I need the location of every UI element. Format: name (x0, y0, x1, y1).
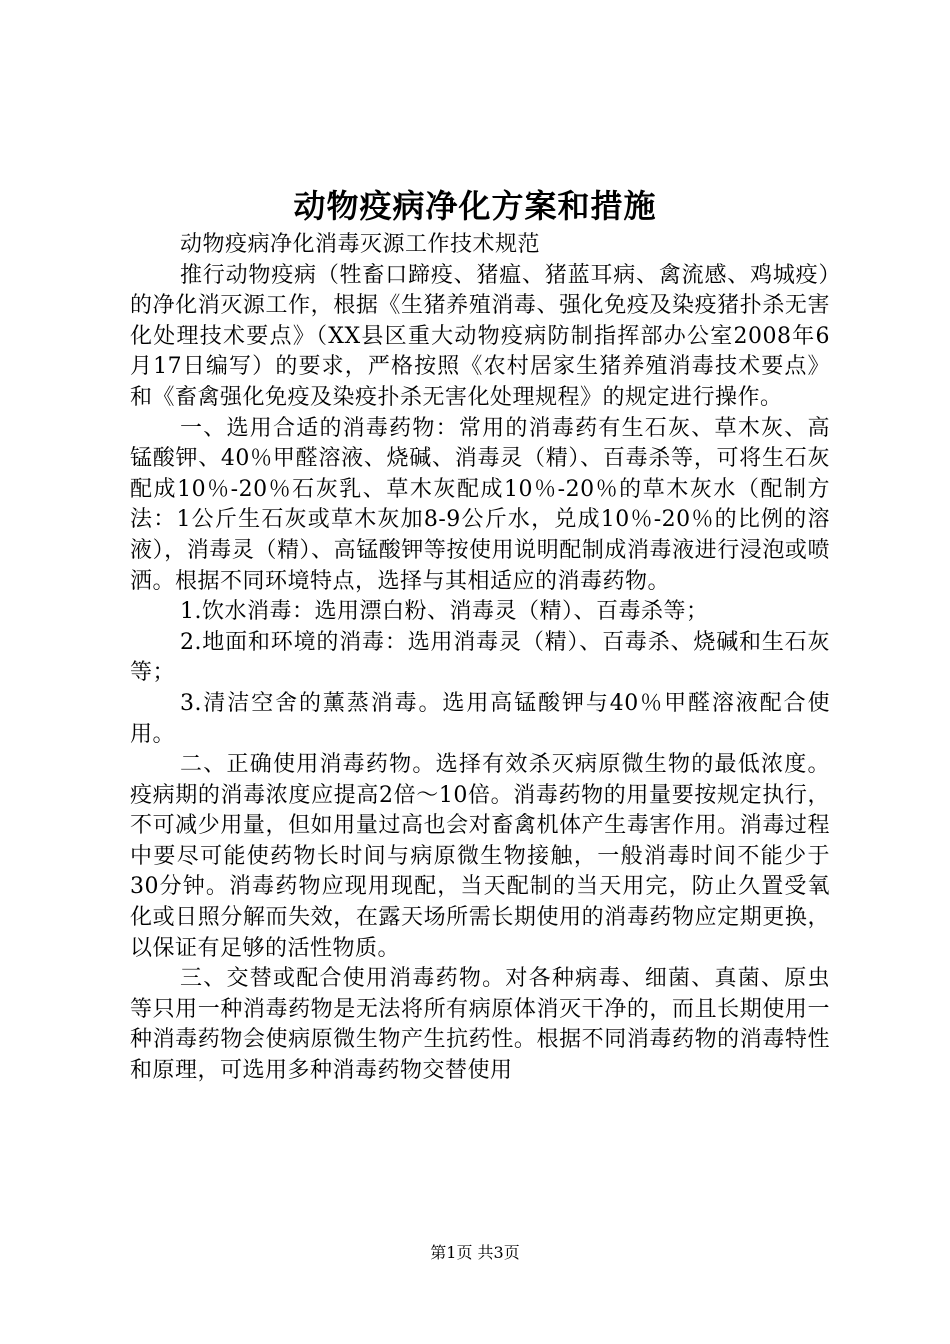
document-body (130, 230, 830, 1087)
document-title: 动物疫病净化方案和措施 (293, 187, 657, 225)
paragraph-item-1: 1.饮水消毒：选用漂白粉、消毒灵（精）、百毒杀等； (180, 599, 709, 625)
paragraph-item-3: 3.清洁空舍的薰蒸消毒。选用高锰酸钾与40％甲醛溶液配合使用。 (130, 690, 830, 747)
section-subtitle: 动物疫病净化消毒灭源工作技术规范 (180, 232, 541, 257)
paragraph-section-3: 三、交替或配合使用消毒药物。对各种病毒、细菌、真菌、原虫等只用一种消毒药物是无法将所有病原体消灭干净的，而且长期使用一种消毒药物会使病原微生物产生抗药性。根据不同消毒药物的消毒特性和原理，可选用多种消毒药物交替使用 (130, 966, 830, 1084)
page-footer: 第1页 共3页 (430, 1243, 520, 1262)
paragraph-section-1: 一、选用合适的消毒药物：常用的消毒药有生石灰、草木灰、高锰酸钾、40％甲醛溶液、烧碱、消毒灵（精）、百毒杀等，可将生石灰配成10％-20％石灰乳、草木灰配成10％-20％的草木灰水（配制方法：1公斤生石灰或草木灰加8-9公斤水，兑成10％-20％的比例的溶液），消毒灵（精）、高锰酸钾等按使用说明配制成消毒液进行浸泡或喷洒。根据不同环境特点，选择与其相适应的消毒药物。 (130, 415, 830, 594)
paragraph-section-2: 二、正确使用消毒药物。选择有效杀灭病原微生物的最低浓度。疫病期的消毒浓度应提高2倍～10倍。消毒药物的用量要按规定执行，不可减少用量，但如用量过高也会对畜禽机体产生毒害作用。消毒过程中要尽可能使药物长时间与病原微生物接触，一般消毒时间不能少于30分钟。消毒药物应现用现配，当天配制的当天用完，防止久置受氧化或日照分解而失效，在露天场所需长期使用的消毒药物应定期更换，以保证有足够的活性物质。 (130, 752, 830, 961)
paragraph-intro: 推行动物疫病（牲畜口蹄疫、猪瘟、猪蓝耳病、禽流感、鸡城疫）的净化消灭源工作，根据《生猪养殖消毒、强化免疫及染疫猪扑杀无害化处理技术要点》（XX县区重大动物疫病防制指挥部办公室2008年6月17日编写）的要求，严格按照《农村居家生猪养殖消毒技术要点》和《畜禽强化免疫及染疫扑杀无害化处理规程》的规定进行操作。 (130, 262, 830, 410)
paragraph-item-2: 2.地面和环境的消毒：选用消毒灵（精）、百毒杀、烧碱和生石灰等； (130, 629, 830, 686)
